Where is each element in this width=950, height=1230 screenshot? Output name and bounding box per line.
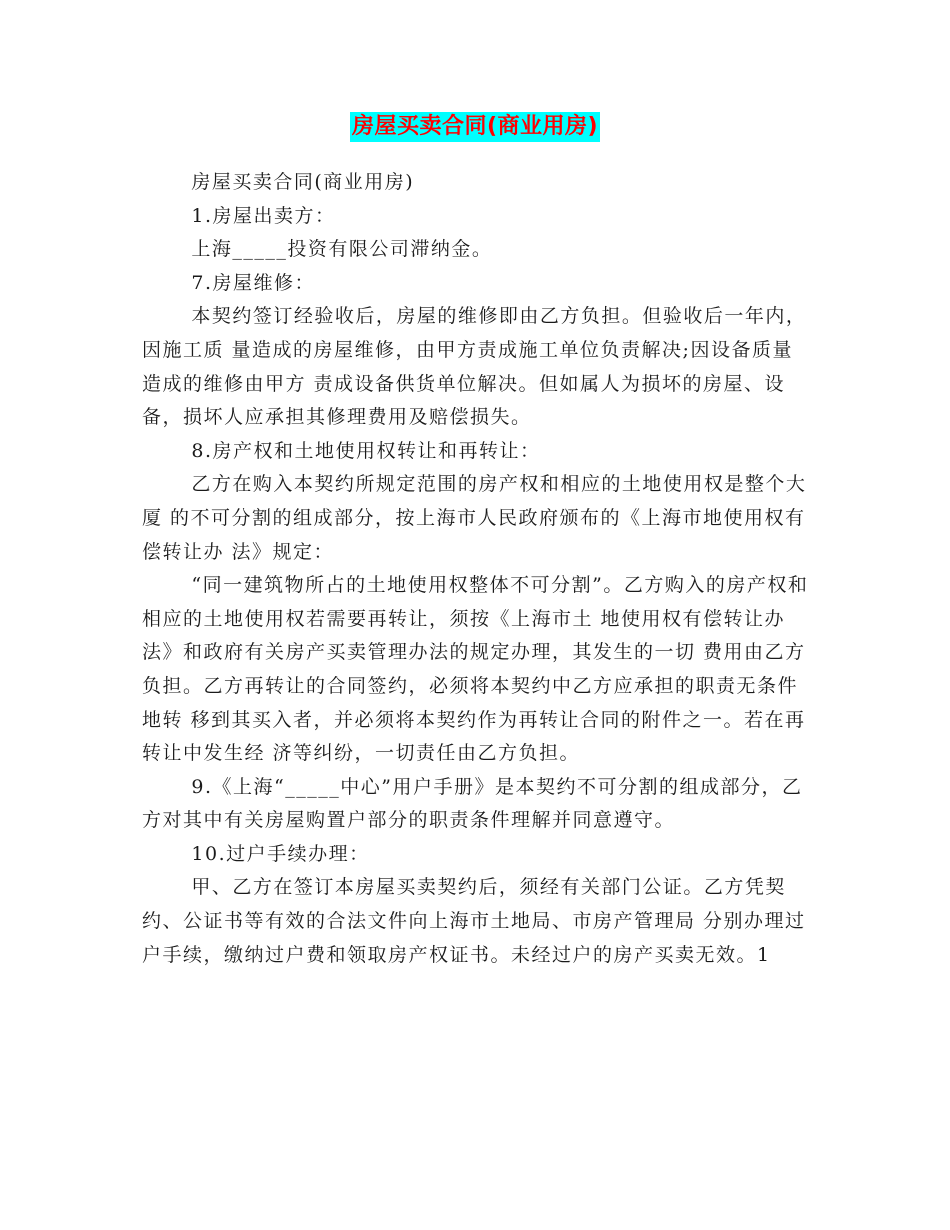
- title-container: [0, 112, 950, 142]
- paragraph-repair-body: 本契约签订经验收后，房屋的维修即由乙方负担。但验收后一年内，因施工质 量造成的房屋维修，由甲方责成施工单位负责解决;因设备质量造成的维修由甲方 责成设备供货单位解决。但如属人为损坏的房屋、设备，损坏人应承担其修理费用及赔偿损失。: [142, 305, 807, 429]
- paragraph-registration-body: 甲、乙方在签订本房屋买卖契约后，须经有关部门公证。乙方凭契约、公证书等有效的合法文件向上海市土地局、市房产管理局 分别办理过户手续，缴纳过户费和领取房产权证书。未经过户的房产买卖无效。1: [142, 876, 806, 966]
- paragraph-seller-label: 1.房屋出卖方：: [191, 204, 336, 227]
- paragraph-transfer-body: 乙方在购入本契约所规定范围的房产权和相应的土地使用权是整个大厦 的不可分割的组成部分，按上海市人民政府颁布的《上海市地使用权有偿转让办 法》规定：: [142, 473, 807, 563]
- document-body: [142, 166, 810, 972]
- paragraph-seller-name: 上海_____投资有限公司滞纳金。: [191, 238, 493, 261]
- paragraph-transfer-detail: “同一建筑物所占的土地使用权整体不可分割”。乙方购入的房产权和相应的土地使用权若需要再转让，须按《上海市土 地使用权有偿转让办法》和政府有关房产买卖管理办法的规定办理，其发生的一切 费用由乙方负担。乙方再转让的合同签约，必须将本契约中乙方应承担的职责无条件地转 移到其买入者，并必须将本契约作为再转让合同的附件之一。若在再转让中发生经 济等纠纷，一切责任由乙方负担。: [142, 574, 809, 765]
- paragraph-transfer-heading: 8.房产权和土地使用权转让和再转让：: [191, 439, 541, 462]
- paragraph-heading: 房屋买卖合同(商业用房): [191, 171, 415, 193]
- document-title: 房屋买卖合同(商业用房): [350, 112, 600, 142]
- paragraph-repair-heading: 7.房屋维修：: [191, 271, 316, 294]
- paragraph-registration-heading: 10.过户手续办理：: [191, 842, 370, 865]
- paragraph-user-manual: 9.《上海“_____中心”用户手册》是本契约不可分割的组成部分，乙 方对其中有关房屋购置户部分的职责条件理解并同意遵守。: [142, 775, 803, 832]
